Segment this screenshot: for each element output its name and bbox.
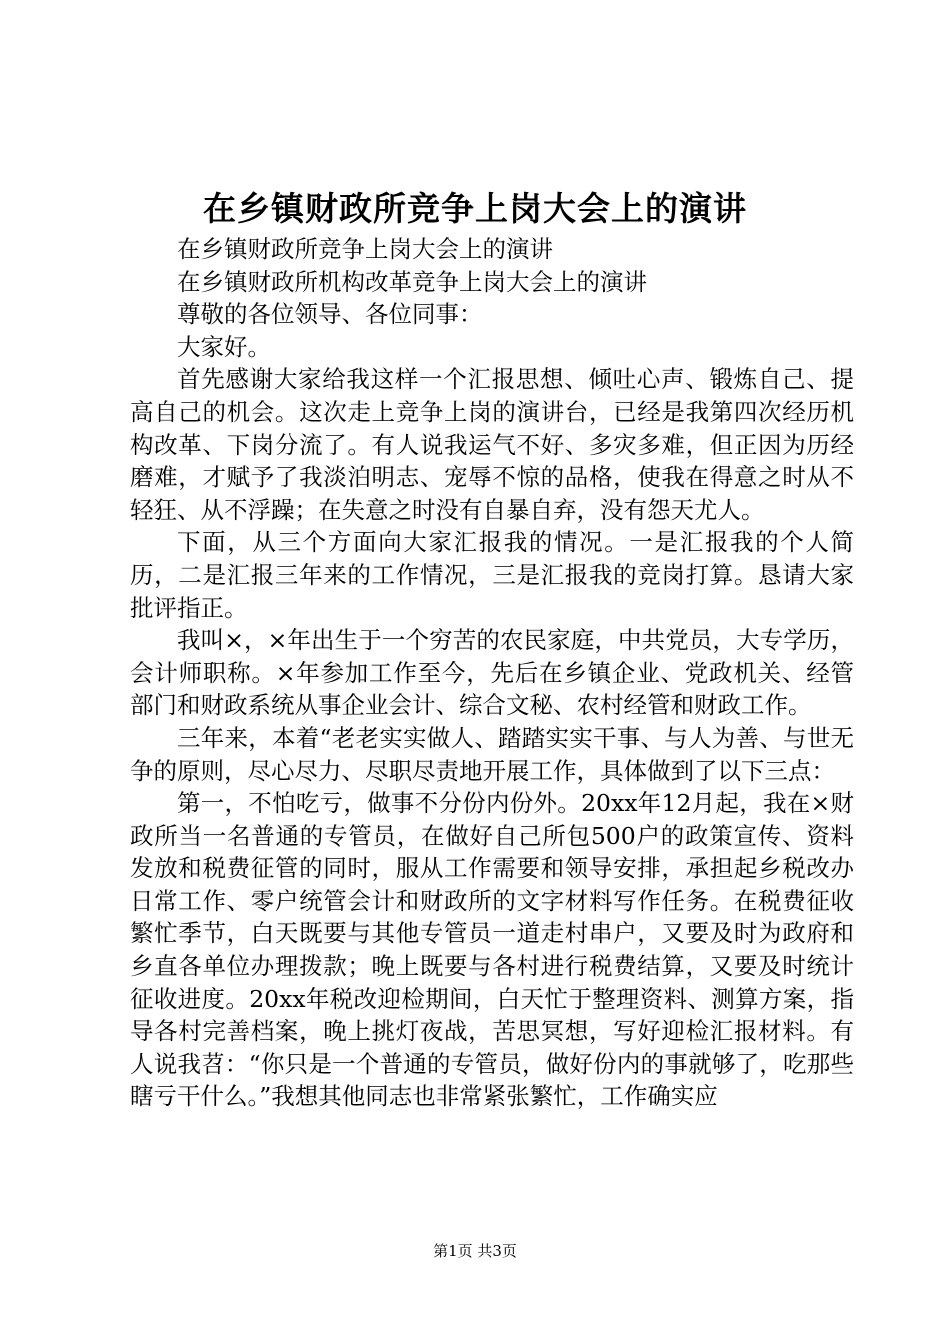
document-body (130, 233, 854, 1113)
paragraph: 首先感谢大家给我这样一个汇报思想、倾吐心声、锻炼自己、提高自己的机会。这次走上竞争上岗的演讲台，已经是我第四次经历机构改革、下岗分流了。有人说我运气不好、多灾多难，但正因为历经磨难，才赋予了我淡泊明志、宠辱不惊的品格，使我在得意之时从不轻狂、从不浮躁；在失意之时没有自暴自弃，没有怨天尤人。 (130, 365, 854, 524)
paragraph: 下面，从三个方面向大家汇报我的情况。一是汇报我的个人简历，二是汇报三年来的工作情况，三是汇报我的竞岗打算。恳请大家批评指正。 (130, 528, 854, 622)
paragraph: 我叫×，×年出生于一个穷苦的农民家庭，中共党员，大专学历，会计师职称。×年参加工作至今，先后在乡镇企业、党政机关、经管部门和财政系统从事企业会计、综合文秘、农村经管和财政工作。 (130, 626, 854, 720)
paragraph: 第一，不怕吃亏，做事不分份内份外。20xx年12月起，我在×财政所当一名普通的专管员，在做好自己所包500户的政策宣传、资料发放和税费征管的同时，服从工作需要和领导安排，承担起乡税改办日常工作、零户统管会计和财政所的文字材料写作任务。在税费征收繁忙季节，白天既要与其他专管员一道走村串户，又要及时为政府和乡直各单位办理拨款；晚上既要与各村进行税费结算，又要及时统计征收进度。20xx年税改迎检期间，白天忙于整理资料、测算方案，指导各村完善档案，晚上挑灯夜战，苦思冥想，写好迎检汇报材料。有人说我苕：“你只是一个普通的专管员，做好份内的事就够了，吃那些瞎亏干什么。”我想其他同志也非常紧张繁忙，工作确实应 (130, 789, 854, 1111)
paragraph: 在乡镇财政所竞争上岗大会上的演讲 (177, 235, 553, 263)
page-footer: 第1页 共3页 (433, 1242, 517, 1260)
paragraph: 三年来，本着“老老实实做人、踏踏实实干事、与人为善、与世无争的原则，尽心尽力、尽职尽责地开展工作，具体做到了以下三点： (130, 723, 854, 785)
paragraph: 大家好。 (177, 332, 271, 361)
document-title: 在乡镇财政所竞争上岗大会上的演讲 (203, 189, 747, 228)
paragraph: 在乡镇财政所机构改革竞争上岗大会上的演讲 (177, 267, 647, 296)
paragraph: 尊敬的各位领导、各位同事： (177, 300, 483, 329)
